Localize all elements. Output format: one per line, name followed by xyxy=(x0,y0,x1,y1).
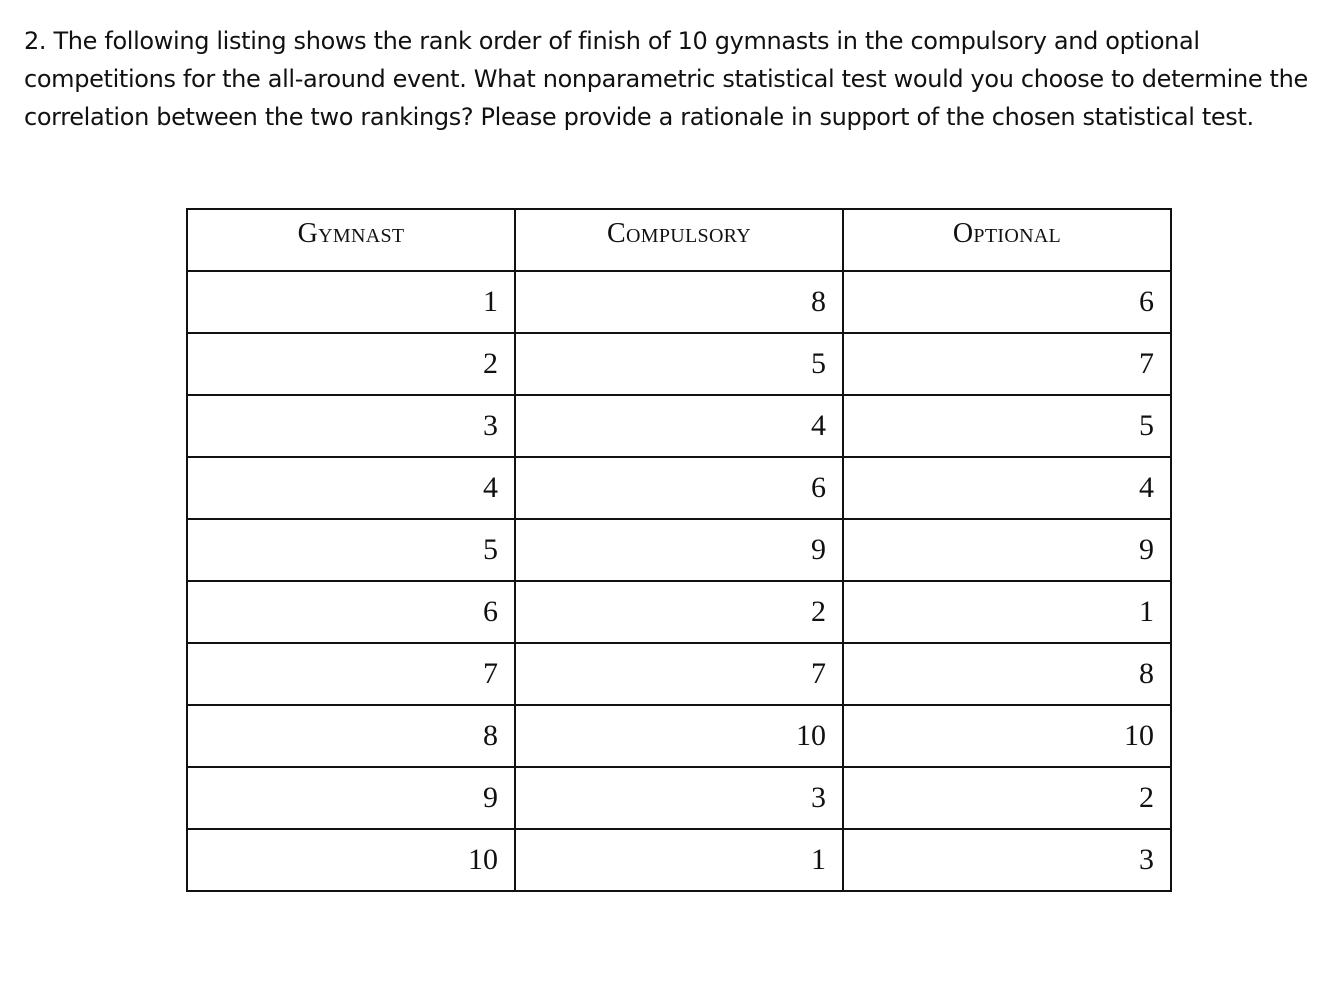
gymnast-cell: 5 xyxy=(187,519,515,581)
table-row xyxy=(187,581,1171,643)
compulsory-cell: 9 xyxy=(515,519,843,581)
header-optional: Optional xyxy=(843,209,1171,271)
optional-cell: 2 xyxy=(843,767,1171,829)
table-row xyxy=(187,457,1171,519)
table-row xyxy=(187,395,1171,457)
compulsory-cell: 7 xyxy=(515,643,843,705)
table-row xyxy=(187,643,1171,705)
compulsory-cell: 8 xyxy=(515,271,843,333)
compulsory-cell: 4 xyxy=(515,395,843,457)
header-gymnast: Gymnast xyxy=(187,209,515,271)
gymnast-cell: 10 xyxy=(187,829,515,891)
gymnast-cell: 7 xyxy=(187,643,515,705)
compulsory-cell: 2 xyxy=(515,581,843,643)
compulsory-cell: 3 xyxy=(515,767,843,829)
optional-cell: 3 xyxy=(843,829,1171,891)
gymnast-cell: 6 xyxy=(187,581,515,643)
optional-cell: 10 xyxy=(843,705,1171,767)
question-text: 2. The following listing shows the rank order of finish of 10 gymnasts in the compulsory and optional competitions for the all-around event. What nonparametric statistical test would you choose to determine the correlation between the two rankings? Please provide a rationale in support of the chosen statistical test. xyxy=(24,27,1308,131)
compulsory-cell: 6 xyxy=(515,457,843,519)
optional-cell: 6 xyxy=(843,271,1171,333)
table-row xyxy=(187,829,1171,891)
optional-cell: 5 xyxy=(843,395,1171,457)
table-row xyxy=(187,705,1171,767)
optional-cell: 7 xyxy=(843,333,1171,395)
compulsory-cell: 5 xyxy=(515,333,843,395)
table-row xyxy=(187,767,1171,829)
header-compulsory: Compulsory xyxy=(515,209,843,271)
compulsory-cell: 1 xyxy=(515,829,843,891)
gymnast-cell: 8 xyxy=(187,705,515,767)
compulsory-cell: 10 xyxy=(515,705,843,767)
optional-cell: 8 xyxy=(843,643,1171,705)
optional-cell: 9 xyxy=(843,519,1171,581)
table-row xyxy=(187,519,1171,581)
gymnast-cell: 3 xyxy=(187,395,515,457)
table-header-row xyxy=(187,209,1171,271)
table-row xyxy=(187,333,1171,395)
gymnast-cell: 4 xyxy=(187,457,515,519)
gymnast-cell: 9 xyxy=(187,767,515,829)
optional-cell: 1 xyxy=(843,581,1171,643)
gymnast-cell: 1 xyxy=(187,271,515,333)
optional-cell: 4 xyxy=(843,457,1171,519)
gymnast-cell: 2 xyxy=(187,333,515,395)
rank-table xyxy=(186,208,1172,892)
table-row xyxy=(187,271,1171,333)
